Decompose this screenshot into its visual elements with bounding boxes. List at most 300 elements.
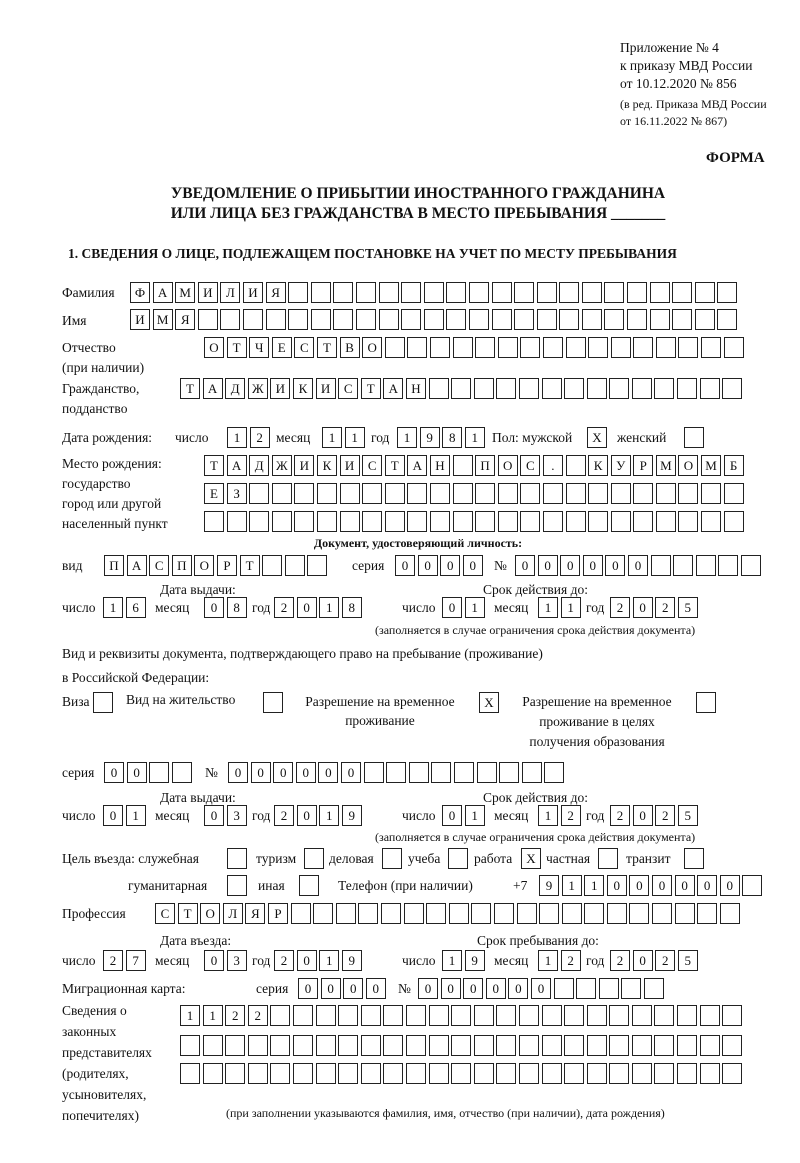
- char-box[interactable]: [406, 1005, 426, 1026]
- char-box[interactable]: 1: [203, 1005, 223, 1026]
- char-box[interactable]: [677, 1005, 697, 1026]
- char-box[interactable]: В: [340, 337, 360, 358]
- stay-issue-until-day-field[interactable]: [442, 805, 487, 827]
- char-box[interactable]: 9: [342, 805, 362, 826]
- char-box[interactable]: [361, 1005, 381, 1026]
- char-box[interactable]: 0: [127, 762, 147, 783]
- char-box[interactable]: [453, 511, 473, 532]
- char-box[interactable]: 0: [652, 875, 672, 896]
- char-box[interactable]: [317, 483, 337, 504]
- char-box[interactable]: [496, 1063, 516, 1084]
- char-box[interactable]: [469, 309, 489, 330]
- char-box[interactable]: А: [203, 378, 223, 399]
- char-box[interactable]: [453, 337, 473, 358]
- char-box[interactable]: [272, 511, 292, 532]
- char-box[interactable]: 1: [465, 427, 485, 448]
- char-box[interactable]: Я: [175, 309, 195, 330]
- char-box[interactable]: [263, 692, 283, 713]
- char-box[interactable]: 3: [227, 805, 247, 826]
- char-box[interactable]: 8: [227, 597, 247, 618]
- char-box[interactable]: [519, 1035, 539, 1056]
- char-box[interactable]: Я: [266, 282, 286, 303]
- char-box[interactable]: Р: [217, 555, 237, 576]
- char-box[interactable]: [383, 1005, 403, 1026]
- char-box[interactable]: 0: [297, 805, 317, 826]
- char-box[interactable]: [559, 309, 579, 330]
- char-box[interactable]: Н: [430, 455, 450, 476]
- char-box[interactable]: [677, 378, 697, 399]
- char-box[interactable]: [243, 309, 263, 330]
- char-box[interactable]: [453, 483, 473, 504]
- char-box[interactable]: С: [149, 555, 169, 576]
- char-box[interactable]: [701, 337, 721, 358]
- char-box[interactable]: [248, 1035, 268, 1056]
- char-box[interactable]: 0: [341, 762, 361, 783]
- char-box[interactable]: [543, 337, 563, 358]
- char-box[interactable]: [430, 483, 450, 504]
- char-box[interactable]: 0: [273, 762, 293, 783]
- char-box[interactable]: И: [270, 378, 290, 399]
- char-box[interactable]: [542, 378, 562, 399]
- birthplace-field-1[interactable]: [204, 455, 746, 477]
- char-box[interactable]: 0: [463, 978, 483, 999]
- char-box[interactable]: X: [587, 427, 607, 448]
- doc-number-field[interactable]: [515, 555, 764, 577]
- char-box[interactable]: 2: [250, 427, 270, 448]
- char-box[interactable]: 0: [442, 805, 462, 826]
- char-box[interactable]: 6: [126, 597, 146, 618]
- char-box[interactable]: Т: [178, 903, 198, 924]
- char-box[interactable]: И: [243, 282, 263, 303]
- char-box[interactable]: 0: [104, 762, 124, 783]
- char-box[interactable]: М: [153, 309, 173, 330]
- char-box[interactable]: [697, 903, 717, 924]
- char-box[interactable]: [429, 1063, 449, 1084]
- char-box[interactable]: 2: [561, 950, 581, 971]
- char-box[interactable]: [654, 378, 674, 399]
- char-box[interactable]: 5: [678, 597, 698, 618]
- doc-kind-field[interactable]: [104, 555, 330, 577]
- char-box[interactable]: Т: [227, 337, 247, 358]
- purpose-work-checkbox[interactable]: [521, 848, 544, 870]
- char-box[interactable]: [204, 511, 224, 532]
- char-box[interactable]: А: [383, 378, 403, 399]
- char-box[interactable]: 0: [297, 597, 317, 618]
- char-box[interactable]: [448, 848, 468, 869]
- char-box[interactable]: [198, 309, 218, 330]
- male-checkbox[interactable]: [587, 427, 610, 449]
- char-box[interactable]: [316, 1005, 336, 1026]
- char-box[interactable]: 0: [366, 978, 386, 999]
- char-box[interactable]: [604, 309, 624, 330]
- char-box[interactable]: [270, 1035, 290, 1056]
- char-box[interactable]: [471, 903, 491, 924]
- char-box[interactable]: [611, 511, 631, 532]
- char-box[interactable]: 0: [296, 762, 316, 783]
- char-box[interactable]: [621, 978, 641, 999]
- purpose-other-checkbox[interactable]: [299, 875, 322, 897]
- char-box[interactable]: [406, 1063, 426, 1084]
- entry-month-field[interactable]: [204, 950, 249, 972]
- entry-year-field[interactable]: [274, 950, 364, 972]
- char-box[interactable]: Е: [272, 337, 292, 358]
- char-box[interactable]: Р: [268, 903, 288, 924]
- char-box[interactable]: Ф: [130, 282, 150, 303]
- entry-until-year-field[interactable]: [610, 950, 700, 972]
- char-box[interactable]: [333, 282, 353, 303]
- char-box[interactable]: [722, 1005, 742, 1026]
- char-box[interactable]: [379, 309, 399, 330]
- char-box[interactable]: С: [294, 337, 314, 358]
- char-box[interactable]: [383, 1035, 403, 1056]
- doc-issue-until-day-field[interactable]: [442, 597, 487, 619]
- char-box[interactable]: [361, 1063, 381, 1084]
- citizenship-field[interactable]: [180, 378, 745, 400]
- char-box[interactable]: [542, 1063, 562, 1084]
- char-box[interactable]: [451, 1035, 471, 1056]
- char-box[interactable]: [180, 1063, 200, 1084]
- name-field[interactable]: [130, 309, 740, 331]
- char-box[interactable]: Я: [245, 903, 265, 924]
- char-box[interactable]: [361, 1035, 381, 1056]
- char-box[interactable]: [288, 282, 308, 303]
- char-box[interactable]: И: [130, 309, 150, 330]
- entry-until-day-field[interactable]: [442, 950, 487, 972]
- char-box[interactable]: [514, 309, 534, 330]
- char-box[interactable]: 0: [440, 555, 460, 576]
- char-box[interactable]: [401, 282, 421, 303]
- char-box[interactable]: [499, 762, 519, 783]
- char-box[interactable]: [520, 483, 540, 504]
- char-box[interactable]: 2: [610, 950, 630, 971]
- char-box[interactable]: 7: [126, 950, 146, 971]
- char-box[interactable]: 0: [343, 978, 363, 999]
- char-box[interactable]: [225, 1035, 245, 1056]
- stay-issue-day-field[interactable]: [103, 805, 148, 827]
- char-box[interactable]: Д: [249, 455, 269, 476]
- char-box[interactable]: [701, 511, 721, 532]
- birth-month-field[interactable]: [322, 427, 367, 449]
- char-box[interactable]: [272, 483, 292, 504]
- char-box[interactable]: С: [520, 455, 540, 476]
- char-box[interactable]: [469, 282, 489, 303]
- char-box[interactable]: [544, 762, 564, 783]
- phone-field[interactable]: [539, 875, 765, 897]
- char-box[interactable]: [430, 337, 450, 358]
- char-box[interactable]: [520, 337, 540, 358]
- char-box[interactable]: [262, 555, 282, 576]
- char-box[interactable]: 1: [319, 597, 339, 618]
- char-box[interactable]: 2: [610, 805, 630, 826]
- char-box[interactable]: 5: [678, 805, 698, 826]
- char-box[interactable]: .: [543, 455, 563, 476]
- char-box[interactable]: [406, 1035, 426, 1056]
- char-box[interactable]: [559, 282, 579, 303]
- char-box[interactable]: [542, 1005, 562, 1026]
- char-box[interactable]: X: [521, 848, 541, 869]
- surname-field[interactable]: [130, 282, 740, 304]
- char-box[interactable]: [672, 309, 692, 330]
- doc-issue-until-year-field[interactable]: [610, 597, 700, 619]
- char-box[interactable]: [632, 1005, 652, 1026]
- char-box[interactable]: [566, 455, 586, 476]
- char-box[interactable]: [475, 483, 495, 504]
- char-box[interactable]: [492, 309, 512, 330]
- char-box[interactable]: И: [294, 455, 314, 476]
- char-box[interactable]: [724, 483, 744, 504]
- char-box[interactable]: [336, 903, 356, 924]
- char-box[interactable]: [311, 309, 331, 330]
- char-box[interactable]: [717, 309, 737, 330]
- char-box[interactable]: [650, 282, 670, 303]
- char-box[interactable]: [700, 1035, 720, 1056]
- char-box[interactable]: [566, 511, 586, 532]
- char-box[interactable]: 1: [584, 875, 604, 896]
- char-box[interactable]: 0: [418, 978, 438, 999]
- char-box[interactable]: 3: [227, 950, 247, 971]
- char-box[interactable]: [453, 455, 473, 476]
- char-box[interactable]: [582, 282, 602, 303]
- char-box[interactable]: [449, 903, 469, 924]
- char-box[interactable]: [675, 903, 695, 924]
- char-box[interactable]: [386, 762, 406, 783]
- char-box[interactable]: [333, 309, 353, 330]
- char-box[interactable]: [543, 483, 563, 504]
- char-box[interactable]: [554, 978, 574, 999]
- char-box[interactable]: Л: [220, 282, 240, 303]
- char-box[interactable]: [678, 511, 698, 532]
- char-box[interactable]: 0: [605, 555, 625, 576]
- char-box[interactable]: [519, 378, 539, 399]
- char-box[interactable]: 0: [251, 762, 271, 783]
- char-box[interactable]: [404, 903, 424, 924]
- char-box[interactable]: [632, 1035, 652, 1056]
- char-box[interactable]: А: [227, 455, 247, 476]
- char-box[interactable]: [700, 1005, 720, 1026]
- char-box[interactable]: [562, 903, 582, 924]
- char-box[interactable]: [227, 848, 247, 869]
- char-box[interactable]: 0: [538, 555, 558, 576]
- char-box[interactable]: [385, 511, 405, 532]
- char-box[interactable]: 0: [321, 978, 341, 999]
- char-box[interactable]: [474, 378, 494, 399]
- char-box[interactable]: [203, 1035, 223, 1056]
- char-box[interactable]: [588, 337, 608, 358]
- birthplace-field-2[interactable]: [204, 483, 746, 505]
- char-box[interactable]: Е: [204, 483, 224, 504]
- char-box[interactable]: [519, 1063, 539, 1084]
- char-box[interactable]: [429, 378, 449, 399]
- char-box[interactable]: 0: [228, 762, 248, 783]
- char-box[interactable]: [379, 282, 399, 303]
- char-box[interactable]: Т: [385, 455, 405, 476]
- char-box[interactable]: [644, 978, 664, 999]
- char-box[interactable]: 0: [607, 875, 627, 896]
- char-box[interactable]: [607, 903, 627, 924]
- char-box[interactable]: [451, 1005, 471, 1026]
- char-box[interactable]: С: [155, 903, 175, 924]
- char-box[interactable]: [498, 337, 518, 358]
- char-box[interactable]: [566, 483, 586, 504]
- char-box[interactable]: О: [204, 337, 224, 358]
- char-box[interactable]: [611, 337, 631, 358]
- char-box[interactable]: [522, 762, 542, 783]
- char-box[interactable]: [576, 978, 596, 999]
- char-box[interactable]: [539, 903, 559, 924]
- char-box[interactable]: [656, 483, 676, 504]
- char-box[interactable]: [564, 1005, 584, 1026]
- char-box[interactable]: 0: [318, 762, 338, 783]
- char-box[interactable]: 1: [319, 950, 339, 971]
- stay-series-field[interactable]: [104, 762, 194, 784]
- char-box[interactable]: К: [317, 455, 337, 476]
- char-box[interactable]: [266, 309, 286, 330]
- char-box[interactable]: 8: [442, 427, 462, 448]
- char-box[interactable]: [498, 483, 518, 504]
- char-box[interactable]: [313, 903, 333, 924]
- purpose-business-checkbox[interactable]: [382, 848, 405, 870]
- char-box[interactable]: [407, 337, 427, 358]
- char-box[interactable]: 0: [298, 978, 318, 999]
- char-box[interactable]: Т: [240, 555, 260, 576]
- char-box[interactable]: Ж: [272, 455, 292, 476]
- char-box[interactable]: 1: [465, 805, 485, 826]
- char-box[interactable]: А: [127, 555, 147, 576]
- char-box[interactable]: 0: [204, 597, 224, 618]
- stay-issue-until-month-field[interactable]: [538, 805, 583, 827]
- char-box[interactable]: [293, 1035, 313, 1056]
- stay-issue-month-field[interactable]: [204, 805, 249, 827]
- char-box[interactable]: [498, 511, 518, 532]
- char-box[interactable]: [678, 483, 698, 504]
- char-box[interactable]: 2: [655, 805, 675, 826]
- char-box[interactable]: Ч: [249, 337, 269, 358]
- char-box[interactable]: [718, 555, 738, 576]
- char-box[interactable]: [316, 1063, 336, 1084]
- female-checkbox[interactable]: [684, 427, 707, 449]
- char-box[interactable]: Л: [223, 903, 243, 924]
- char-box[interactable]: [203, 1063, 223, 1084]
- char-box[interactable]: [270, 1005, 290, 1026]
- purpose-transit-checkbox[interactable]: [684, 848, 707, 870]
- residence-permit-checkbox[interactable]: [263, 692, 286, 714]
- char-box[interactable]: [304, 848, 324, 869]
- char-box[interactable]: 9: [465, 950, 485, 971]
- char-box[interactable]: [673, 555, 693, 576]
- char-box[interactable]: [294, 511, 314, 532]
- char-box[interactable]: [696, 692, 716, 713]
- char-box[interactable]: [599, 978, 619, 999]
- char-box[interactable]: [695, 282, 715, 303]
- char-box[interactable]: [650, 309, 670, 330]
- char-box[interactable]: [180, 1035, 200, 1056]
- char-box[interactable]: [654, 1035, 674, 1056]
- char-box[interactable]: [316, 1035, 336, 1056]
- char-box[interactable]: [633, 337, 653, 358]
- char-box[interactable]: [701, 483, 721, 504]
- char-box[interactable]: [294, 483, 314, 504]
- char-box[interactable]: [172, 762, 192, 783]
- char-box[interactable]: [291, 903, 311, 924]
- char-box[interactable]: [426, 903, 446, 924]
- char-box[interactable]: [633, 511, 653, 532]
- char-box[interactable]: [474, 1063, 494, 1084]
- char-box[interactable]: [678, 337, 698, 358]
- doc-issue-year-field[interactable]: [274, 597, 364, 619]
- char-box[interactable]: [587, 1005, 607, 1026]
- char-box[interactable]: [629, 903, 649, 924]
- char-box[interactable]: [652, 903, 672, 924]
- char-box[interactable]: [225, 1063, 245, 1084]
- char-box[interactable]: [654, 1005, 674, 1026]
- char-box[interactable]: Т: [361, 378, 381, 399]
- char-box[interactable]: 1: [227, 427, 247, 448]
- mig-series-field[interactable]: [298, 978, 388, 1000]
- char-box[interactable]: [474, 1035, 494, 1056]
- char-box[interactable]: [401, 309, 421, 330]
- char-box[interactable]: [564, 378, 584, 399]
- char-box[interactable]: [407, 511, 427, 532]
- char-box[interactable]: [496, 378, 516, 399]
- char-box[interactable]: [424, 282, 444, 303]
- char-box[interactable]: [656, 511, 676, 532]
- char-box[interactable]: [611, 483, 631, 504]
- char-box[interactable]: [537, 282, 557, 303]
- char-box[interactable]: [307, 555, 327, 576]
- char-box[interactable]: 0: [204, 805, 224, 826]
- char-box[interactable]: 1: [538, 597, 558, 618]
- char-box[interactable]: А: [407, 455, 427, 476]
- patronymic-field[interactable]: [204, 337, 746, 359]
- char-box[interactable]: [651, 555, 671, 576]
- entry-until-month-field[interactable]: [538, 950, 583, 972]
- char-box[interactable]: [475, 511, 495, 532]
- char-box[interactable]: Б: [724, 455, 744, 476]
- char-box[interactable]: [672, 282, 692, 303]
- char-box[interactable]: 1: [397, 427, 417, 448]
- char-box[interactable]: [582, 309, 602, 330]
- char-box[interactable]: [632, 378, 652, 399]
- char-box[interactable]: Д: [225, 378, 245, 399]
- char-box[interactable]: [431, 762, 451, 783]
- char-box[interactable]: Р: [633, 455, 653, 476]
- stay-issue-until-year-field[interactable]: [610, 805, 700, 827]
- char-box[interactable]: П: [172, 555, 192, 576]
- char-box[interactable]: [609, 1063, 629, 1084]
- char-box[interactable]: 1: [538, 950, 558, 971]
- doc-issue-until-month-field[interactable]: [538, 597, 583, 619]
- char-box[interactable]: П: [104, 555, 124, 576]
- char-box[interactable]: [385, 337, 405, 358]
- char-box[interactable]: 9: [342, 950, 362, 971]
- visa-checkbox[interactable]: [93, 692, 116, 714]
- char-box[interactable]: [451, 378, 471, 399]
- char-box[interactable]: О: [194, 555, 214, 576]
- char-box[interactable]: [356, 282, 376, 303]
- char-box[interactable]: [722, 1063, 742, 1084]
- char-box[interactable]: 0: [442, 597, 462, 618]
- char-box[interactable]: [587, 378, 607, 399]
- char-box[interactable]: [381, 903, 401, 924]
- char-box[interactable]: [588, 483, 608, 504]
- char-box[interactable]: 1: [562, 875, 582, 896]
- profession-field[interactable]: [155, 903, 742, 925]
- char-box[interactable]: 1: [465, 597, 485, 618]
- char-box[interactable]: 2: [248, 1005, 268, 1026]
- char-box[interactable]: [684, 848, 704, 869]
- char-box[interactable]: [520, 511, 540, 532]
- char-box[interactable]: [311, 282, 331, 303]
